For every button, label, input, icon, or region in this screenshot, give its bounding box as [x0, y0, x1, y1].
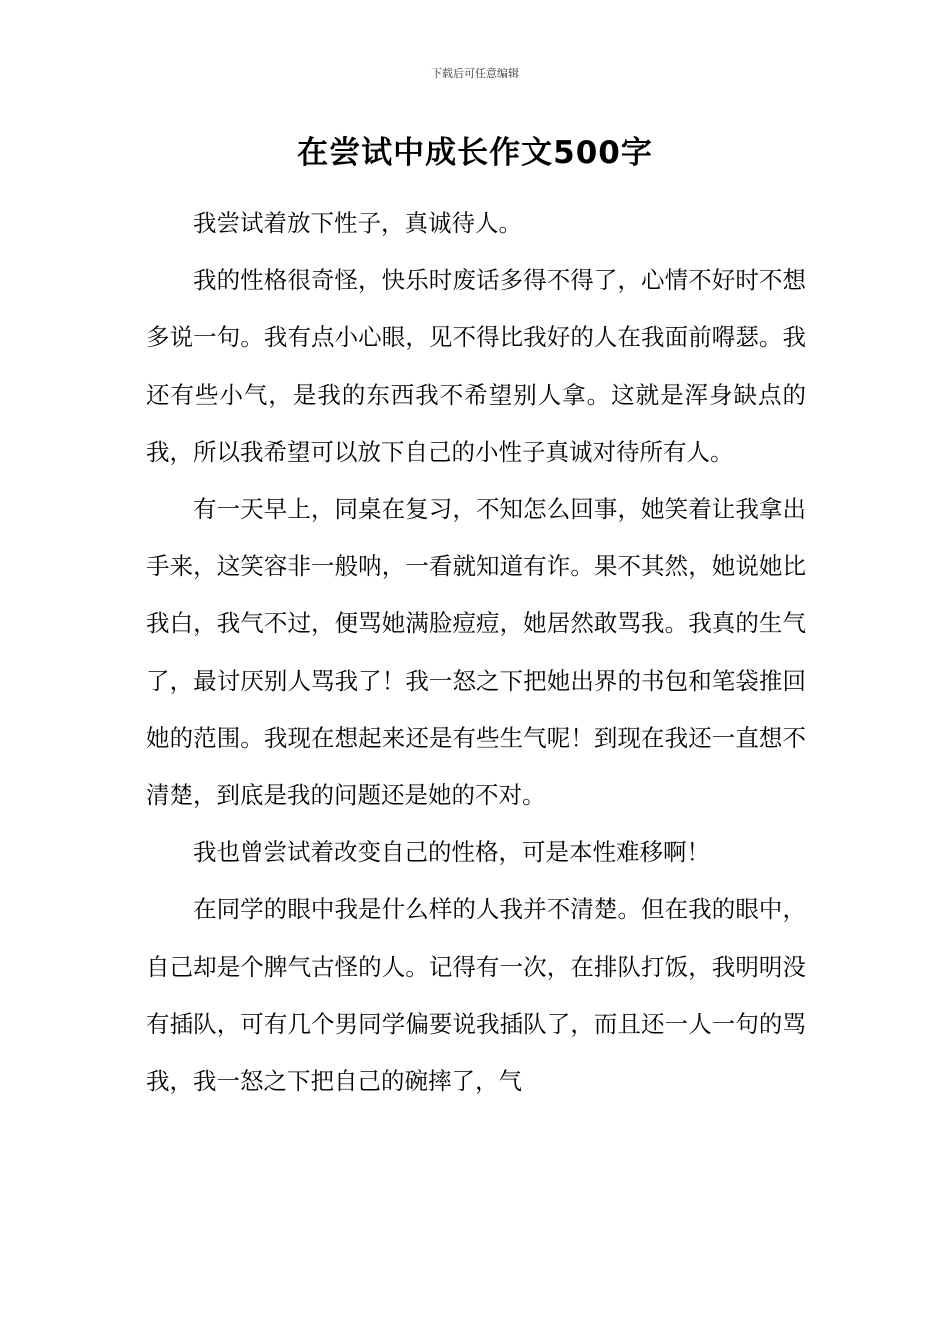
paragraph-3: 有一天早上，同桌在复习，不知怎么回事，她笑着让我拿出手来，这笑容非一般呐，一看就知道有诈。果不其然，她说她比我白，我气不过，便骂她满脸痘痘，她居然敢骂我。我真的生气了，最讨厌别人骂我了！我一怒之下把她出界的书包和笔袋推回她的范围。我现在想起来还是有些生气呢！到现在我还一直想不清楚，到底是我的问题还是她的不对。 — [146, 495, 806, 810]
document-title: 在尝试中成长作文500字 — [297, 135, 653, 171]
paragraph-5: 在同学的眼中我是什么样的人我并不清楚。但在我的眼中，自己却是个脾气古怪的人。记得有一次，在排队打饭，我明明没有插队，可有几个男同学偏要说我插队了，而且还一人一句的骂我，我一怒之下把自己的碗摔了，气 — [146, 895, 806, 1096]
paragraph-1: 我尝试着放下性子，真诚待人。 — [193, 209, 522, 237]
header-note: 下载后可任意编辑 — [431, 67, 519, 80]
document-body — [146, 195, 806, 1110]
paragraph-2: 我的性格很奇怪，快乐时废话多得不得了，心情不好时不想多说一句。我有点小心眼，见不得比我好的人在我面前嘚瑟。我还有些小气，是我的东西我不希望别人拿。这就是浑身缺点的我，所以我希望可以放下自己的小性子真诚对待所有人。 — [146, 266, 806, 466]
paragraph-4: 我也曾尝试着改变自己的性格，可是本性难移啊！ — [193, 838, 710, 867]
